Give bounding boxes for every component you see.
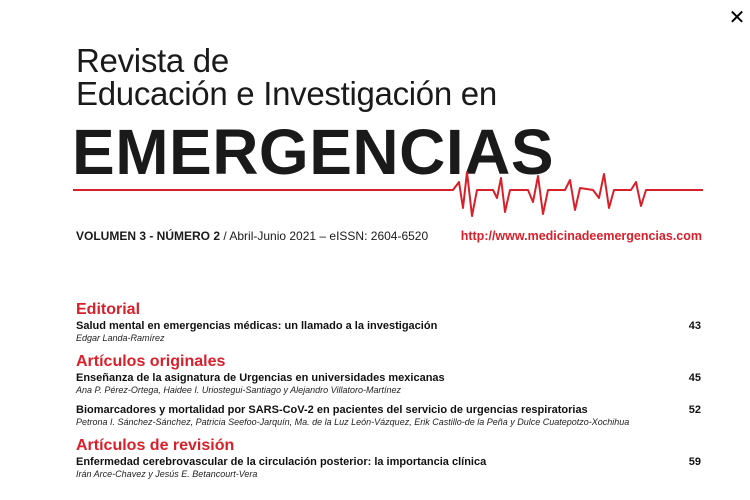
journal-title-emergencias: EMERGENCIAS	[72, 116, 554, 188]
article-authors: Edgar Landa-Ramírez	[76, 333, 165, 343]
article-page-number: 52	[688, 404, 701, 416]
journal-title-line-2: Educación e Investigación en	[76, 75, 497, 112]
article-title: Enseñanza de la asignatura de Urgencias en universidades mexicanas	[76, 372, 445, 384]
journal-masthead	[76, 44, 716, 110]
article-authors: Ana P. Pérez-Ortega, Haidee I. Uriostegui-Santiago y Alejandro Villatoro-Martínez	[76, 385, 402, 395]
close-button[interactable]	[726, 6, 748, 28]
article-page-number: 45	[688, 372, 701, 384]
ecg-line-graphic	[73, 168, 703, 224]
article-page-number: 59	[688, 456, 701, 468]
journal-title-line-1: Revista de	[76, 42, 229, 79]
article-title: Salud mental en emergencias médicas: un llamado a la investigación	[76, 320, 438, 332]
volume-number: VOLUMEN 3 - NÚMERO 2	[76, 229, 221, 243]
article-authors: Petrona I. Sánchez-Sánchez, Patricia Seefoo-Jarquín, Ma. de la Luz León-Vázquez, Erik Castillo-de la Peña y Dulce Cuatepotzo-Xochihua	[76, 417, 630, 427]
toc-article[interactable]	[76, 456, 701, 480]
toc-article[interactable]	[76, 404, 701, 428]
article-authors: Irán Arce-Chavez y Jesús E. Betancourt-Vera	[76, 469, 258, 479]
article-title: Biomarcadores y mortalidad por SARS-CoV-2 en pacientes del servicio de urgencias respiratorias	[76, 404, 588, 416]
close-icon: ✕	[728, 5, 746, 29]
toc-article[interactable]	[76, 372, 701, 396]
issue-info	[76, 229, 428, 243]
section-heading-articulos-originales: Artículos originales	[76, 353, 226, 370]
article-title: Enfermedad cerebrovascular de la circulación posterior: la importancia clínica	[76, 456, 487, 468]
article-page-number: 43	[688, 320, 701, 332]
toc-article[interactable]	[76, 320, 701, 344]
table-of-contents	[76, 298, 701, 488]
section-heading-articulos-de-revision: Artículos de revisión	[76, 437, 235, 454]
issue-dates-issn: / Abril-Junio 2021 – eISSN: 2604-6520	[220, 229, 429, 243]
journal-url-link[interactable]: http://www.medicinadeemergencias.com	[460, 229, 702, 243]
section-heading-editorial: Editorial	[76, 301, 141, 318]
